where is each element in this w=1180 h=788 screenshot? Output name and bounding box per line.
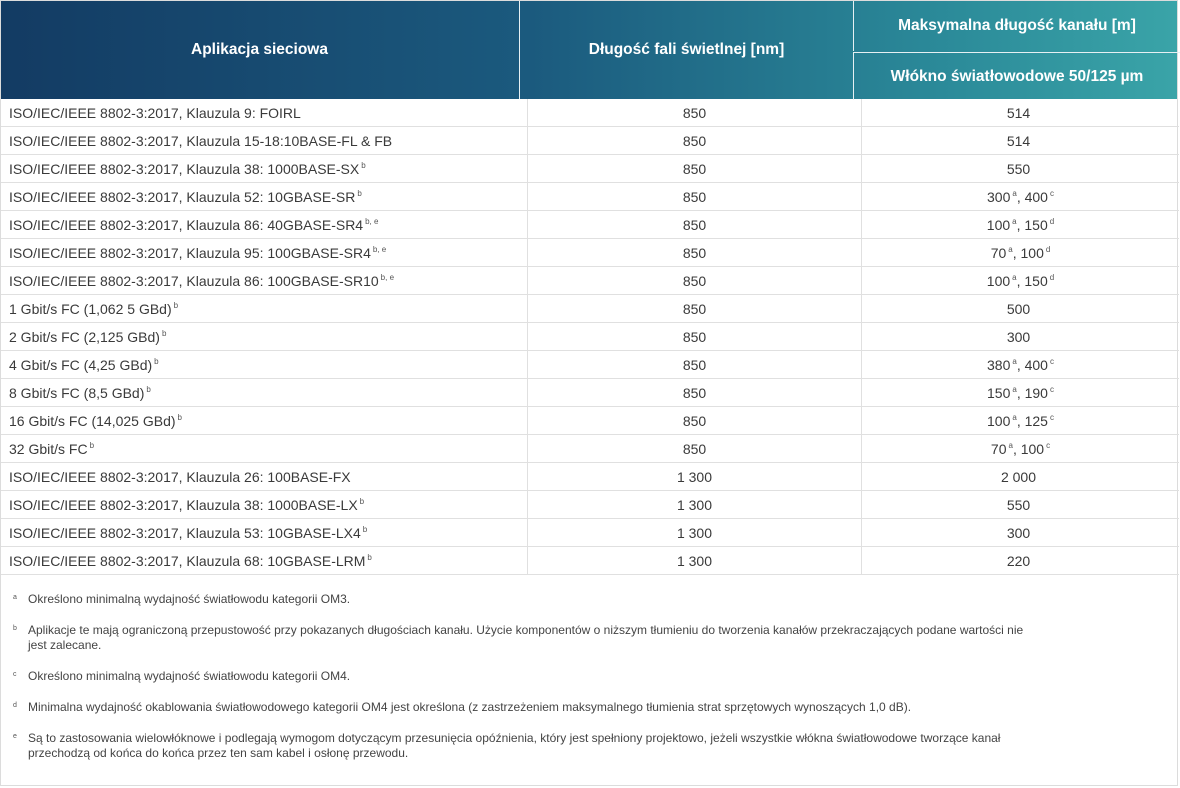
table-row <box>1 183 1179 211</box>
application-text: ISO/IEC/IEEE 8802-3:2017, Klauzula 95: 100GBASE-SR4 <box>9 244 371 261</box>
cell-wavelength <box>528 519 862 547</box>
cell-wavelength <box>528 99 862 127</box>
length-value-1: 300 <box>1006 524 1031 541</box>
footnote-item <box>1 700 1028 715</box>
cell-max-length <box>862 295 1180 323</box>
table-row <box>1 295 1179 323</box>
cell-wavelength <box>528 379 862 407</box>
table-row <box>1 351 1179 379</box>
cell-max-length <box>862 547 1180 575</box>
table-row <box>1 379 1179 407</box>
cell-application <box>1 323 528 351</box>
cell-max-length <box>862 155 1180 183</box>
application-footnote-mark: b <box>362 524 368 534</box>
length-value-1: 100 <box>986 272 1011 289</box>
footnote-text: Minimalna wydajność okablowania światłowodowego kategorii OM4 jest określona (z zastrzeżeniem maksymalnego tłumienia strat sprzętowych wynoszących 1,0 dB). <box>28 700 912 714</box>
length-value-2: , 100 <box>1012 244 1044 261</box>
cell-max-length <box>862 267 1180 295</box>
footnote-mark: b <box>13 625 17 632</box>
length-footnote-mark-2: c <box>1049 188 1054 198</box>
wavelength-value: 850 <box>682 216 707 233</box>
wavelength-value: 1 300 <box>676 552 713 569</box>
table-row <box>1 267 1179 295</box>
cell-wavelength <box>528 183 862 211</box>
wavelength-value: 850 <box>682 132 707 149</box>
application-text: 1 Gbit/s FC (1,062 5 GBd) <box>9 300 172 317</box>
wavelength-value: 850 <box>682 300 707 317</box>
cell-application <box>1 407 528 435</box>
application-footnote-mark: b <box>359 496 365 506</box>
length-value-1: 70 <box>990 244 1007 261</box>
length-value-2: , 400 <box>1016 356 1048 373</box>
cell-application <box>1 127 528 155</box>
length-value-1: 550 <box>1006 496 1031 513</box>
length-footnote-mark-2: c <box>1049 356 1054 366</box>
application-text: 32 Gbit/s FC <box>9 440 88 457</box>
cell-wavelength <box>528 211 862 239</box>
cell-wavelength <box>528 435 862 463</box>
length-footnote-mark-2: c <box>1049 384 1054 394</box>
cell-max-length <box>862 407 1180 435</box>
application-text: 16 Gbit/s FC (14,025 GBd) <box>9 412 176 429</box>
header-wavelength: Długość fali świetlnej [nm] <box>519 1 853 99</box>
length-footnote-mark-1: a <box>1012 188 1017 198</box>
footnotes <box>1 575 1177 761</box>
cell-max-length <box>862 435 1180 463</box>
length-footnote-mark-1: a <box>1008 440 1013 450</box>
table-row <box>1 323 1179 351</box>
cell-max-length <box>862 463 1180 491</box>
application-text: 8 Gbit/s FC (8,5 GBd) <box>9 384 145 401</box>
footnote-text: Określono minimalną wydajność światłowodu kategorii OM4. <box>28 669 351 683</box>
cell-wavelength <box>528 491 862 519</box>
length-footnote-mark-2: d <box>1045 244 1051 254</box>
application-footnote-mark: b, e <box>372 244 387 254</box>
length-value-1: 514 <box>1006 104 1031 121</box>
table-row <box>1 463 1179 491</box>
application-footnote-mark: b <box>361 160 366 170</box>
application-footnote-mark: b <box>357 188 362 198</box>
cell-application <box>1 99 528 127</box>
length-footnote-mark-1: a <box>1012 356 1017 366</box>
length-value-2: , 125 <box>1016 412 1048 429</box>
application-text: ISO/IEC/IEEE 8802-3:2017, Klauzula 86: 100GBASE-SR10 <box>9 272 379 289</box>
application-text: 2 Gbit/s FC (2,125 GBd) <box>9 328 160 345</box>
cell-wavelength <box>528 407 862 435</box>
footnote-mark: d <box>13 702 17 709</box>
length-value-1: 380 <box>987 356 1011 373</box>
header-max-channel-length: Maksymalna długość kanału [m] <box>853 1 1180 51</box>
wavelength-value: 1 300 <box>676 468 713 485</box>
cell-application <box>1 519 528 547</box>
length-value-2: , 150 <box>1016 272 1048 289</box>
footnote-text: Aplikacje te mają ograniczoną przepustowość przy pokazanych długościach kanału. Użycie komponentów o niższym tłumieniu do tworzenia kanałów przekraczających podane wartości nie jest zalecane. <box>28 623 1024 652</box>
application-text: ISO/IEC/IEEE 8802-3:2017, Klauzula 53: 10GBASE-LX4 <box>9 524 361 541</box>
footnote-text: Są to zastosowania wielowłóknowe i podlegają wymogom dotyczącym przesunięcia opóźnienia, który jest spełniony projektowo, jeżeli wszystkie włókna światłowodowe tworzące kanał przechodzą od końca do końca przez ten sam kabel i osłonę przewodu. <box>28 731 1001 760</box>
length-value-1: 70 <box>990 440 1007 457</box>
table-row <box>1 491 1179 519</box>
cell-application <box>1 379 528 407</box>
application-footnote-mark: b <box>177 412 182 422</box>
data-table <box>1 99 1179 575</box>
cell-wavelength <box>528 295 862 323</box>
header-fiber-type: Włókno światłowodowe 50/125 µm <box>853 52 1180 100</box>
cell-wavelength <box>528 239 862 267</box>
length-value-1: 2 000 <box>1000 468 1037 485</box>
footnote-item <box>1 592 1028 607</box>
application-text: ISO/IEC/IEEE 8802-3:2017, Klauzula 26: 100BASE-FX <box>9 468 351 485</box>
length-footnote-mark-1: a <box>1008 244 1013 254</box>
application-footnote-mark: b, e <box>365 216 379 226</box>
length-value-2: , 100 <box>1012 440 1045 457</box>
application-text: ISO/IEC/IEEE 8802-3:2017, Klauzula 15-18:10BASE-FL & FB <box>9 132 393 149</box>
footnote-text: Określono minimalną wydajność światłowodu kategorii OM3. <box>28 592 351 606</box>
length-footnote-mark-2: c <box>1046 440 1051 450</box>
table-row <box>1 155 1179 183</box>
length-value-1: 500 <box>1006 300 1031 317</box>
table-row <box>1 127 1179 155</box>
cell-max-length <box>862 351 1180 379</box>
length-value-1: 550 <box>1006 160 1031 177</box>
footnote-item <box>1 731 1028 761</box>
cell-max-length <box>862 519 1180 547</box>
cell-max-length <box>862 379 1180 407</box>
cell-application <box>1 491 528 519</box>
length-value-1: 150 <box>987 384 1011 401</box>
application-text: ISO/IEC/IEEE 8802-3:2017, Klauzula 68: 10GBASE-LRM <box>9 552 366 569</box>
cell-max-length <box>862 183 1180 211</box>
cell-wavelength <box>528 323 862 351</box>
cell-max-length <box>862 239 1180 267</box>
cell-wavelength <box>528 127 862 155</box>
table-body <box>1 99 1179 575</box>
application-text: 4 Gbit/s FC (4,25 GBd) <box>9 356 153 373</box>
cell-application <box>1 351 528 379</box>
wavelength-value: 850 <box>682 104 707 121</box>
table-row <box>1 547 1179 575</box>
application-footnote-mark: b <box>173 300 179 310</box>
cell-wavelength <box>528 463 862 491</box>
length-value-2: , 190 <box>1016 384 1048 401</box>
cell-max-length <box>862 491 1180 519</box>
application-footnote-mark: b <box>146 384 151 394</box>
application-footnote-mark: b <box>161 328 167 338</box>
length-footnote-mark-1: a <box>1012 412 1017 422</box>
wavelength-value: 850 <box>682 440 707 457</box>
wavelength-value: 1 300 <box>676 524 713 541</box>
cell-max-length <box>862 127 1180 155</box>
footnote-mark: e <box>13 733 17 740</box>
length-value-1: 220 <box>1006 552 1031 569</box>
cell-wavelength <box>528 547 862 575</box>
cell-application <box>1 547 528 575</box>
application-text: ISO/IEC/IEEE 8802-3:2017, Klauzula 38: 1000BASE-SX <box>9 160 360 177</box>
table-row <box>1 435 1179 463</box>
cell-wavelength <box>528 155 862 183</box>
length-value-1: 100 <box>986 216 1011 233</box>
table-row <box>1 239 1179 267</box>
length-footnote-mark-2: d <box>1049 272 1055 282</box>
wavelength-value: 850 <box>682 356 707 373</box>
application-footnote-mark: b <box>154 356 159 366</box>
cell-max-length <box>862 323 1180 351</box>
cell-application <box>1 295 528 323</box>
cell-application <box>1 463 528 491</box>
length-value-2: , 400 <box>1016 188 1048 205</box>
length-footnote-mark-2: c <box>1049 412 1054 422</box>
application-text: ISO/IEC/IEEE 8802-3:2017, Klauzula 38: 1000BASE-LX <box>9 496 358 513</box>
application-text: ISO/IEC/IEEE 8802-3:2017, Klauzula 52: 10GBASE-SR <box>9 188 356 205</box>
footnote-item <box>1 623 1028 653</box>
table-row <box>1 99 1179 127</box>
cell-max-length <box>862 211 1180 239</box>
length-footnote-mark-2: d <box>1049 216 1055 226</box>
length-value-1: 100 <box>987 412 1011 429</box>
cell-wavelength <box>528 267 862 295</box>
length-footnote-mark-1: a <box>1012 272 1017 282</box>
length-value-2: , 150 <box>1016 216 1048 233</box>
application-footnote-mark: b, e <box>380 272 395 282</box>
application-footnote-mark: b <box>89 440 95 450</box>
length-value-1: 300 <box>987 188 1011 205</box>
application-text: ISO/IEC/IEEE 8802-3:2017, Klauzula 9: FOIRL <box>9 104 301 121</box>
table-row <box>1 519 1179 547</box>
length-footnote-mark-1: a <box>1012 216 1017 226</box>
cell-wavelength <box>528 351 862 379</box>
wavelength-value: 850 <box>682 328 707 345</box>
wavelength-value: 850 <box>682 272 707 289</box>
application-text: ISO/IEC/IEEE 8802-3:2017, Klauzula 86: 40GBASE-SR4 <box>9 216 364 233</box>
header-network-application: Aplikacja sieciowa <box>191 41 328 58</box>
cell-application <box>1 211 528 239</box>
footnote-mark: a <box>13 594 17 601</box>
cell-max-length <box>862 99 1180 127</box>
cell-application <box>1 435 528 463</box>
wavelength-value: 850 <box>682 384 707 401</box>
length-footnote-mark-1: a <box>1012 384 1017 394</box>
wavelength-value: 1 300 <box>676 496 713 513</box>
length-value-1: 514 <box>1006 132 1031 149</box>
wavelength-value: 850 <box>682 244 707 261</box>
wavelength-value: 850 <box>682 412 707 429</box>
wavelength-value: 850 <box>682 188 707 205</box>
footnote-mark: c <box>13 671 17 678</box>
table-row <box>1 211 1179 239</box>
cell-application <box>1 155 528 183</box>
table-row <box>1 407 1179 435</box>
application-footnote-mark: b <box>367 552 372 562</box>
cell-application <box>1 183 528 211</box>
cell-application <box>1 239 528 267</box>
length-value-1: 300 <box>1006 328 1031 345</box>
table-header <box>1 1 1177 99</box>
cell-application <box>1 267 528 295</box>
footnote-item <box>1 669 1028 684</box>
wavelength-value: 850 <box>682 160 707 177</box>
